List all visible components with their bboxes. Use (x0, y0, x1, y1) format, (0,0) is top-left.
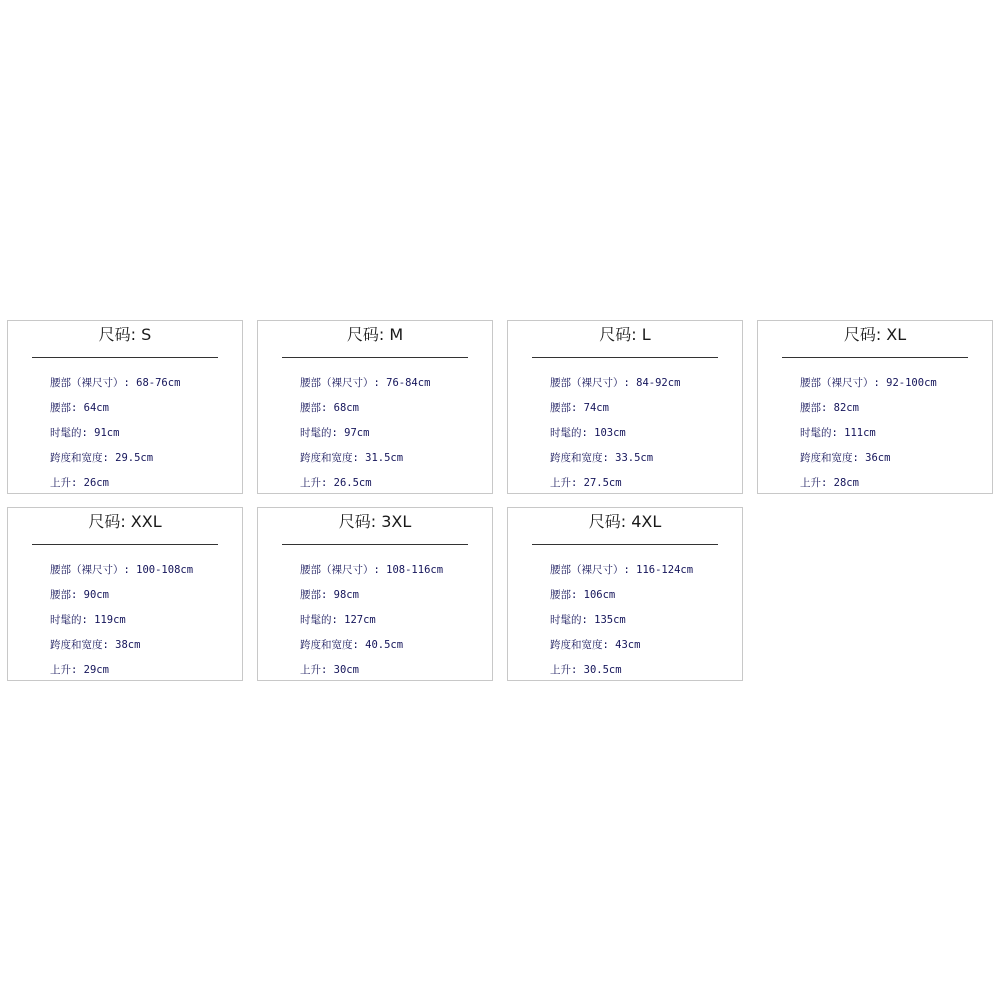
thigh-width: 跨度和宽度: 43cm (550, 639, 641, 651)
waist-bare-size: 腰部（裸尺寸）: 116-124cm (550, 564, 694, 576)
measurement-list (550, 558, 736, 683)
size-title: 尺码: XXL (88, 512, 162, 531)
thigh-width: 跨度和宽度: 40.5cm (300, 639, 404, 651)
rise: 上升: 26cm (50, 477, 109, 489)
waist: 腰部: 64cm (50, 402, 109, 414)
hip: 时髦的: 103cm (550, 427, 626, 439)
size-card-l (507, 320, 743, 494)
title-divider (282, 357, 468, 358)
title-divider (32, 357, 218, 358)
measurement-list (50, 371, 236, 496)
size-card-3xl (257, 507, 493, 681)
hip: 时髦的: 135cm (550, 614, 626, 626)
size-card-xl (757, 320, 993, 494)
hip: 时髦的: 111cm (800, 427, 876, 439)
waist: 腰部: 82cm (800, 402, 859, 414)
thigh-width: 跨度和宽度: 36cm (800, 452, 891, 464)
waist-bare-size: 腰部（裸尺寸）: 84-92cm (550, 377, 681, 389)
size-card-4xl (507, 507, 743, 681)
size-card-m (257, 320, 493, 494)
size-title: 尺码: 4XL (588, 512, 662, 531)
size-title: 尺码: 3XL (338, 512, 412, 531)
size-title: 尺码: L (599, 325, 651, 344)
waist: 腰部: 98cm (300, 589, 359, 601)
thigh-width: 跨度和宽度: 29.5cm (50, 452, 154, 464)
waist: 腰部: 90cm (50, 589, 109, 601)
measurement-list (50, 558, 236, 683)
rise: 上升: 30.5cm (550, 664, 622, 676)
rise: 上升: 30cm (300, 664, 359, 676)
measurement-list (550, 371, 736, 496)
title-divider (282, 544, 468, 545)
rise: 上升: 28cm (800, 477, 859, 489)
waist-bare-size: 腰部（裸尺寸）: 108-116cm (300, 564, 444, 576)
hip: 时髦的: 127cm (300, 614, 376, 626)
rise: 上升: 26.5cm (300, 477, 372, 489)
title-divider (532, 357, 718, 358)
rise: 上升: 27.5cm (550, 477, 622, 489)
measurement-list (300, 558, 486, 683)
measurement-list (800, 371, 986, 496)
thigh-width: 跨度和宽度: 33.5cm (550, 452, 654, 464)
hip: 时髦的: 91cm (50, 427, 120, 439)
size-card-xxl (7, 507, 243, 681)
hip: 时髦的: 97cm (300, 427, 370, 439)
size-title: 尺码: S (98, 325, 152, 344)
waist-bare-size: 腰部（裸尺寸）: 92-100cm (800, 377, 937, 389)
waist: 腰部: 68cm (300, 402, 359, 414)
title-divider (532, 544, 718, 545)
size-title: 尺码: XL (843, 325, 907, 344)
waist: 腰部: 106cm (550, 589, 616, 601)
rise: 上升: 29cm (50, 664, 109, 676)
thigh-width: 跨度和宽度: 38cm (50, 639, 141, 651)
waist-bare-size: 腰部（裸尺寸）: 76-84cm (300, 377, 431, 389)
size-card-s (7, 320, 243, 494)
title-divider (782, 357, 968, 358)
measurement-list (300, 371, 486, 496)
thigh-width: 跨度和宽度: 31.5cm (300, 452, 404, 464)
waist: 腰部: 74cm (550, 402, 609, 414)
size-title: 尺码: M (346, 325, 404, 344)
hip: 时髦的: 119cm (50, 614, 126, 626)
title-divider (32, 544, 218, 545)
waist-bare-size: 腰部（裸尺寸）: 68-76cm (50, 377, 181, 389)
waist-bare-size: 腰部（裸尺寸）: 100-108cm (50, 564, 194, 576)
